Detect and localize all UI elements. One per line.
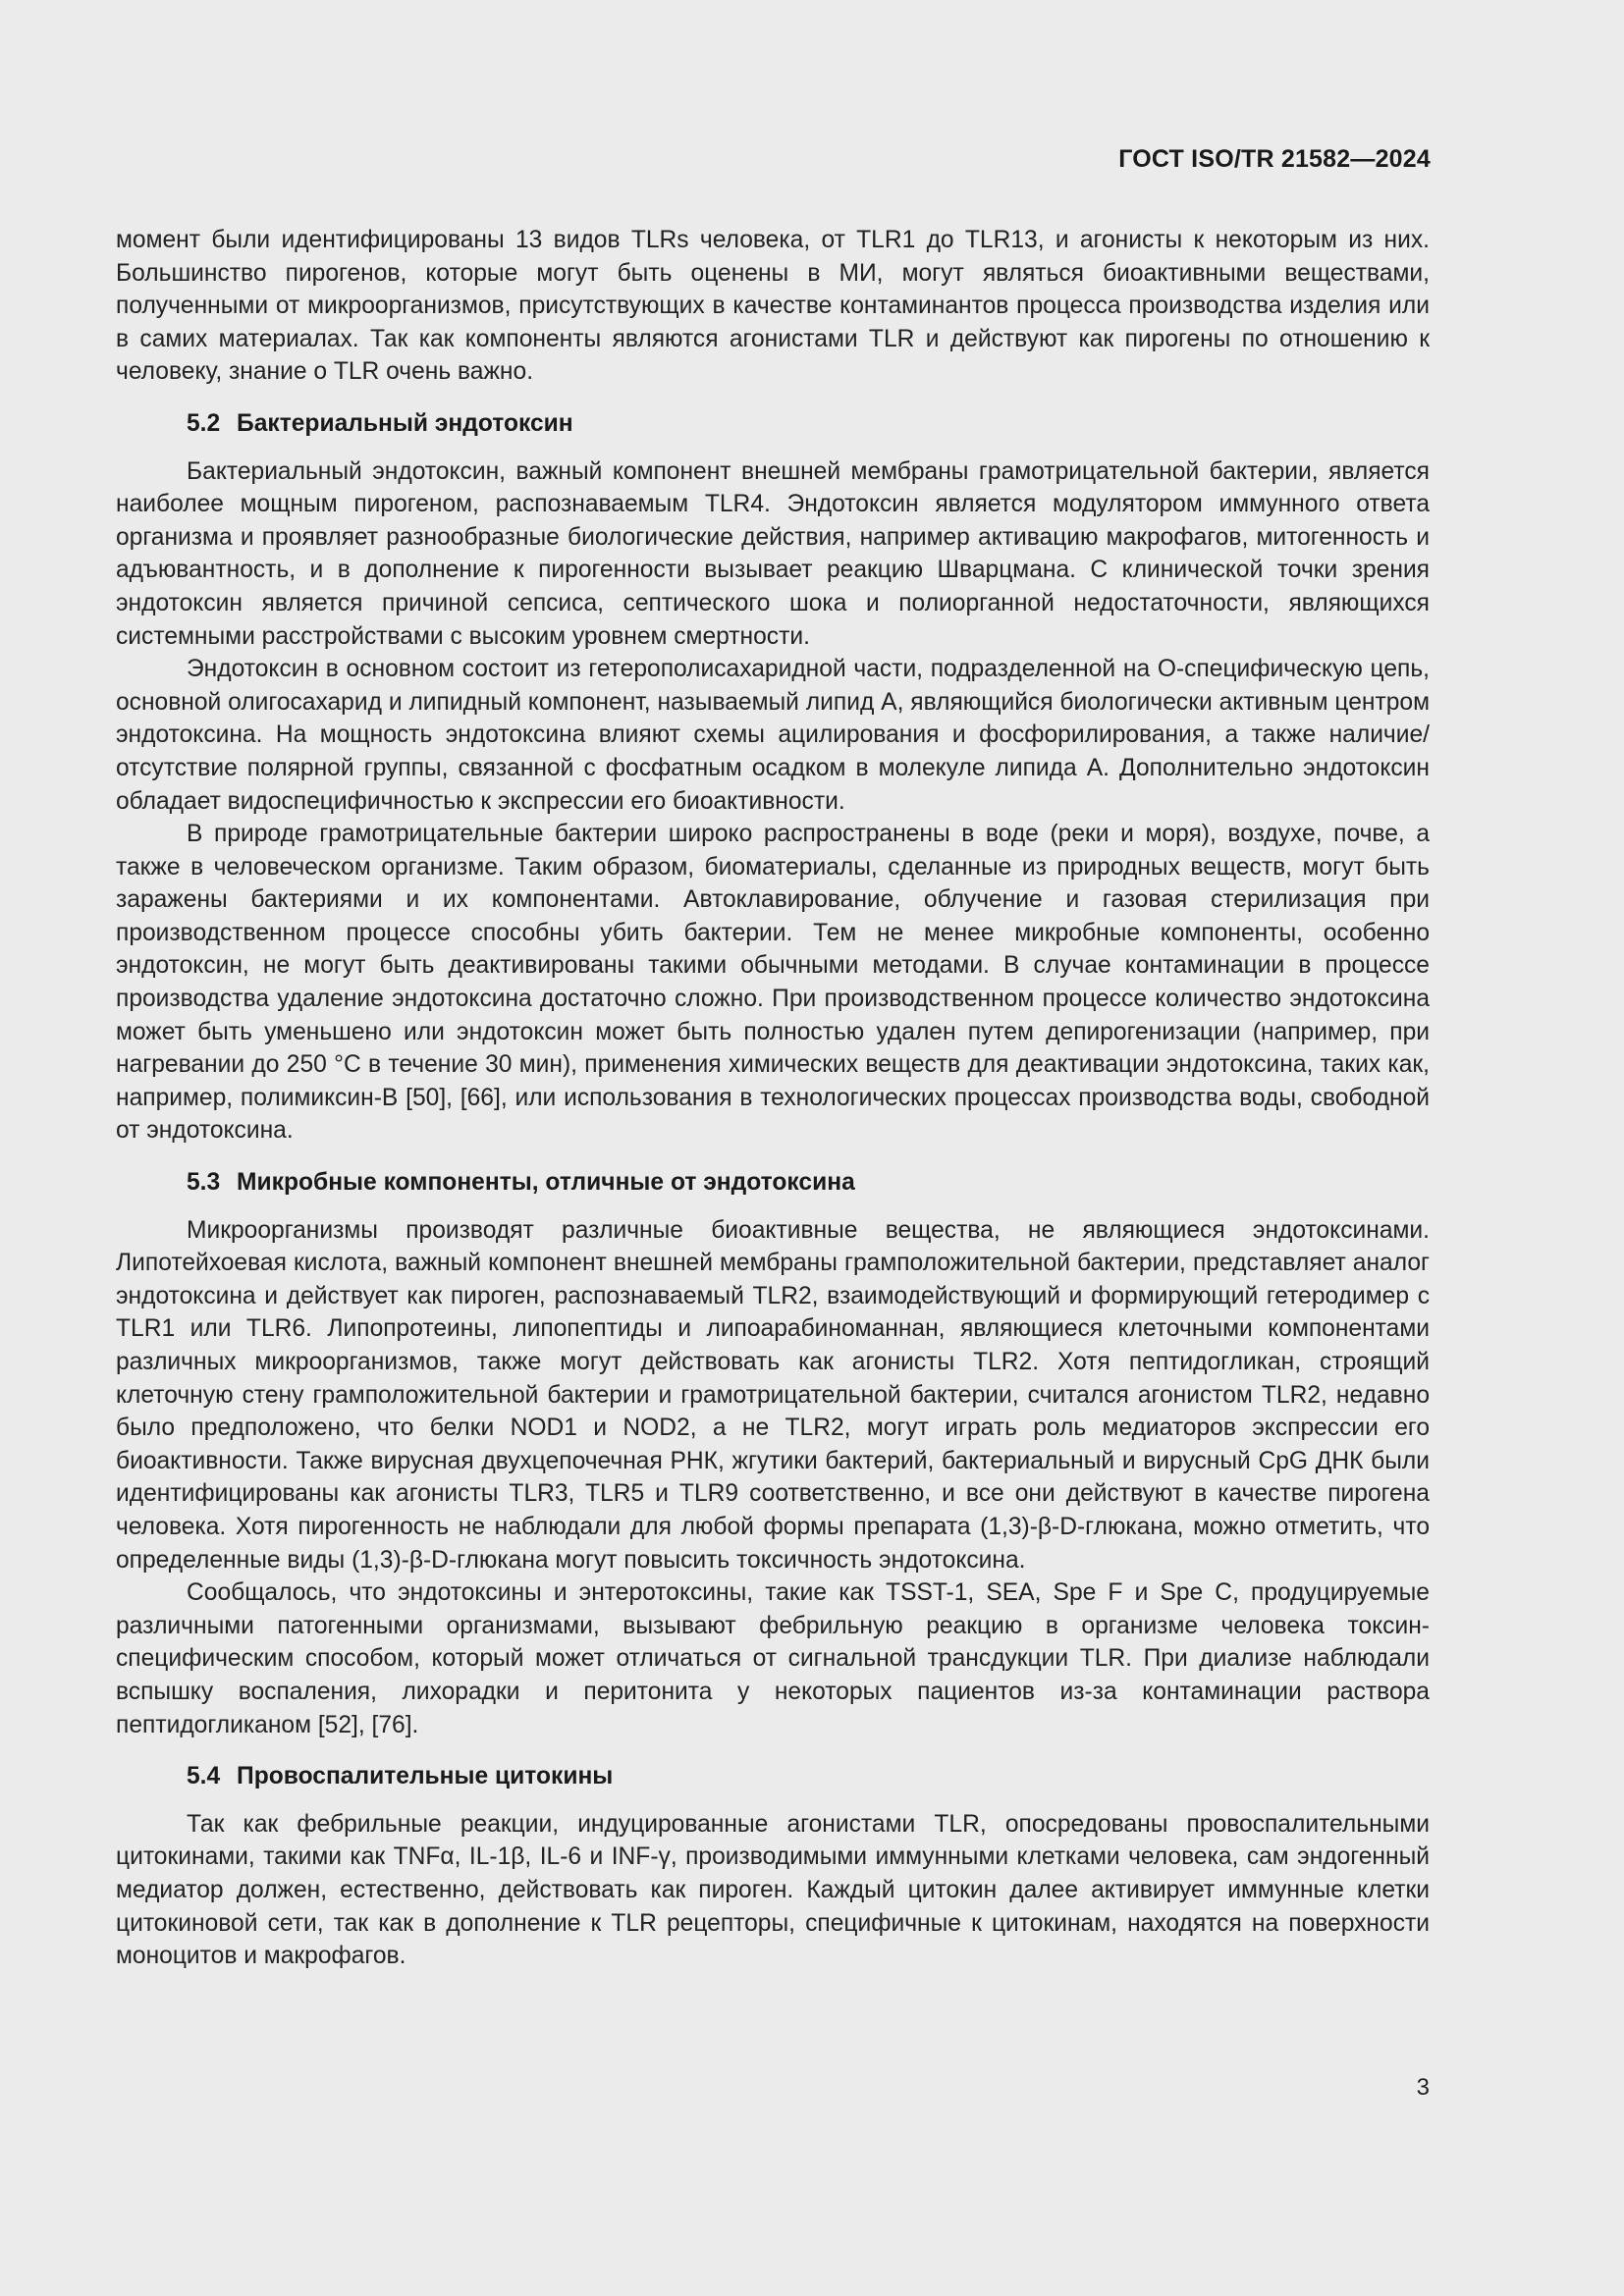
- paragraph: Сообщалось, что эндотоксины и энтеротоксины, такие как TSST-1, SEA, Spe F и Spe C, продуцируемые различными патогенными организмами, вызывают фебрильную реакцию в организме человека токсин-специфическим способом, который может отличаться от сигнальной трансдукции TLR. При диализе наблюдали вспышку воспаления, лихорадки и перитонита у некоторых пациентов из-за контаминации раствора пептидогликаном [52], [76].: [116, 1579, 1430, 1738]
- paragraph: Бактериальный эндотоксин, важный компонент внешней мембраны грамотрицательной бактерии, является наиболее мощным пирогеном, распознаваемым TLR4. Эндотоксин является модулятором иммунного ответа организма и проявляет разнообразные биологические действия, например активацию макрофагов, митогенность и адъювантность, и в дополнение к пирогенности вызывает реакцию Шварцмана. С клинической точки зрения эндотоксин является причиной сепсиса, септического шока и полиорганной недостаточности, являющихся системными расстройствами с высоким уровнем смертности.: [116, 457, 1430, 650]
- paragraph-continuation: момент были идентифицированы 13 видов TLRs человека, от TLR1 до TLR13, и агонисты к некоторым из них. Большинство пирогенов, которые могут быть оценены в МИ, могут являться биоактивными веществами, полученными от микроорганизмов, присутствующих в качестве контаминантов процесса производства изделия или в самих материалах. Так как компоненты являются агонистами TLR и действуют как пирогены по отношению к человеку, знание о TLR очень важно.: [116, 227, 1430, 386]
- section-heading-5-4: [116, 1760, 1430, 1793]
- section-number: 5.4: [187, 1763, 221, 1790]
- paragraph: В природе грамотрицательные бактерии широко распространены в воде (реки и моря), воздухе, почве, а также в человеческом организме. Таким образом, биоматериалы, сделанные из природных веществ, могут быть заражены бактериями и их компонентами. Автоклавирование, облучение и газовая стерилизация при производственном процессе способны убить бактерии. Тем не менее микробные компоненты, особенно эндотоксин, не могут быть деактивированы такими обычными методами. В случае контаминации в процессе производства удаление эндотоксина достаточно сложно. При производственном процессе количество эндотоксина может быть уменьшено или эндотоксин может быть полностью удален путем депирогенизации (например, при нагревании до 250 °С в течение 30 мин), применения химических веществ для деактивации эндотоксина, таких как, например, полимиксин-В [50], [66], или использования в технологических процессах производства воды, свободной от эндотоксина.: [116, 821, 1430, 1145]
- section-heading-5-3: [116, 1166, 1430, 1200]
- section-heading-5-2: [116, 407, 1430, 441]
- document-body: [116, 224, 1430, 1973]
- section-number: 5.2: [187, 409, 221, 437]
- section-title: Микробные компоненты, отличные от эндотоксина: [237, 1169, 855, 1197]
- paragraph: Микроорганизмы производят различные биоактивные вещества, не являющиеся эндотоксинами. Липотейхоевая кислота, важный компонент внешней мембраны грамположительной бактерии, представляет аналог эндотоксина и действует как пироген, распознаваемый TLR2, взаимодействующий и формирующий гетеродимер с TLR1 или TLR6. Липопротеины, липопептиды и липоарабиноманнан, являющиеся клеточными компонентами различных микроорганизмов, также могут действовать как агонисты TLR2. Хотя пептидогликан, строящий клеточную стену грамположительной бактерии и грамотрицательной бактерии, считался агонистом TLR2, недавно было предположено, что белки NOD1 и NOD2, а не TLR2, могут играть роль медиаторов экспрессии его биоактивности. Также вирусная двухцепочечная РНК, жгутики бактерий, бактериальный и вирусный CpG ДНК были идентифицированы как агонисты TLR3, TLR5 и TLR9 соответственно, и все они действуют в качестве пирогена человека. Хотя пирогенность не наблюдали для любой формы препарата (1,3)-β-D-глюкана, можно отметить, что определенные виды (1,3)-β-D-глюкана могут повысить токсичность эндотоксина.: [116, 1216, 1430, 1574]
- section-title: Бактериальный эндотоксин: [237, 409, 573, 437]
- paragraph: Эндотоксин в основном состоит из гетерополисахаридной части, подразделенной на О-специфическую цепь, основной олигосахарид и липидный компонент, называемый липид А, являющийся биологически активным центром эндотоксина. На мощность эндотоксина влияют схемы ацилирования и фосфорилирования, а также наличие/отсутствие полярной группы, связанной с фосфатным осадком в молекуле липида А. Дополнительно эндотоксин обладает видоспецифичностью к экспрессии его биоактивности.: [116, 656, 1430, 815]
- document-header: ГОСТ ISO/TR 21582—2024: [1118, 145, 1431, 173]
- page-number: 3: [1416, 2074, 1430, 2101]
- section-title: Провоспалительные цитокины: [237, 1763, 614, 1790]
- section-number: 5.3: [187, 1169, 221, 1197]
- paragraph: Так как фебрильные реакции, индуцированные агонистами TLR, опосредованы провоспалительными цитокинами, такими как TNFα, IL-1β, IL-6 и INF-γ, производимыми иммунными клетками человека, сам эндогенный медиатор должен, естественно, действовать как пироген. Каждый цитокин далее активирует иммунные клетки цитокиновой сети, так как в дополнение к TLR рецепторы, специфичные к цитокинам, находятся на поверхности моноцитов и макрофагов.: [116, 1810, 1430, 1970]
